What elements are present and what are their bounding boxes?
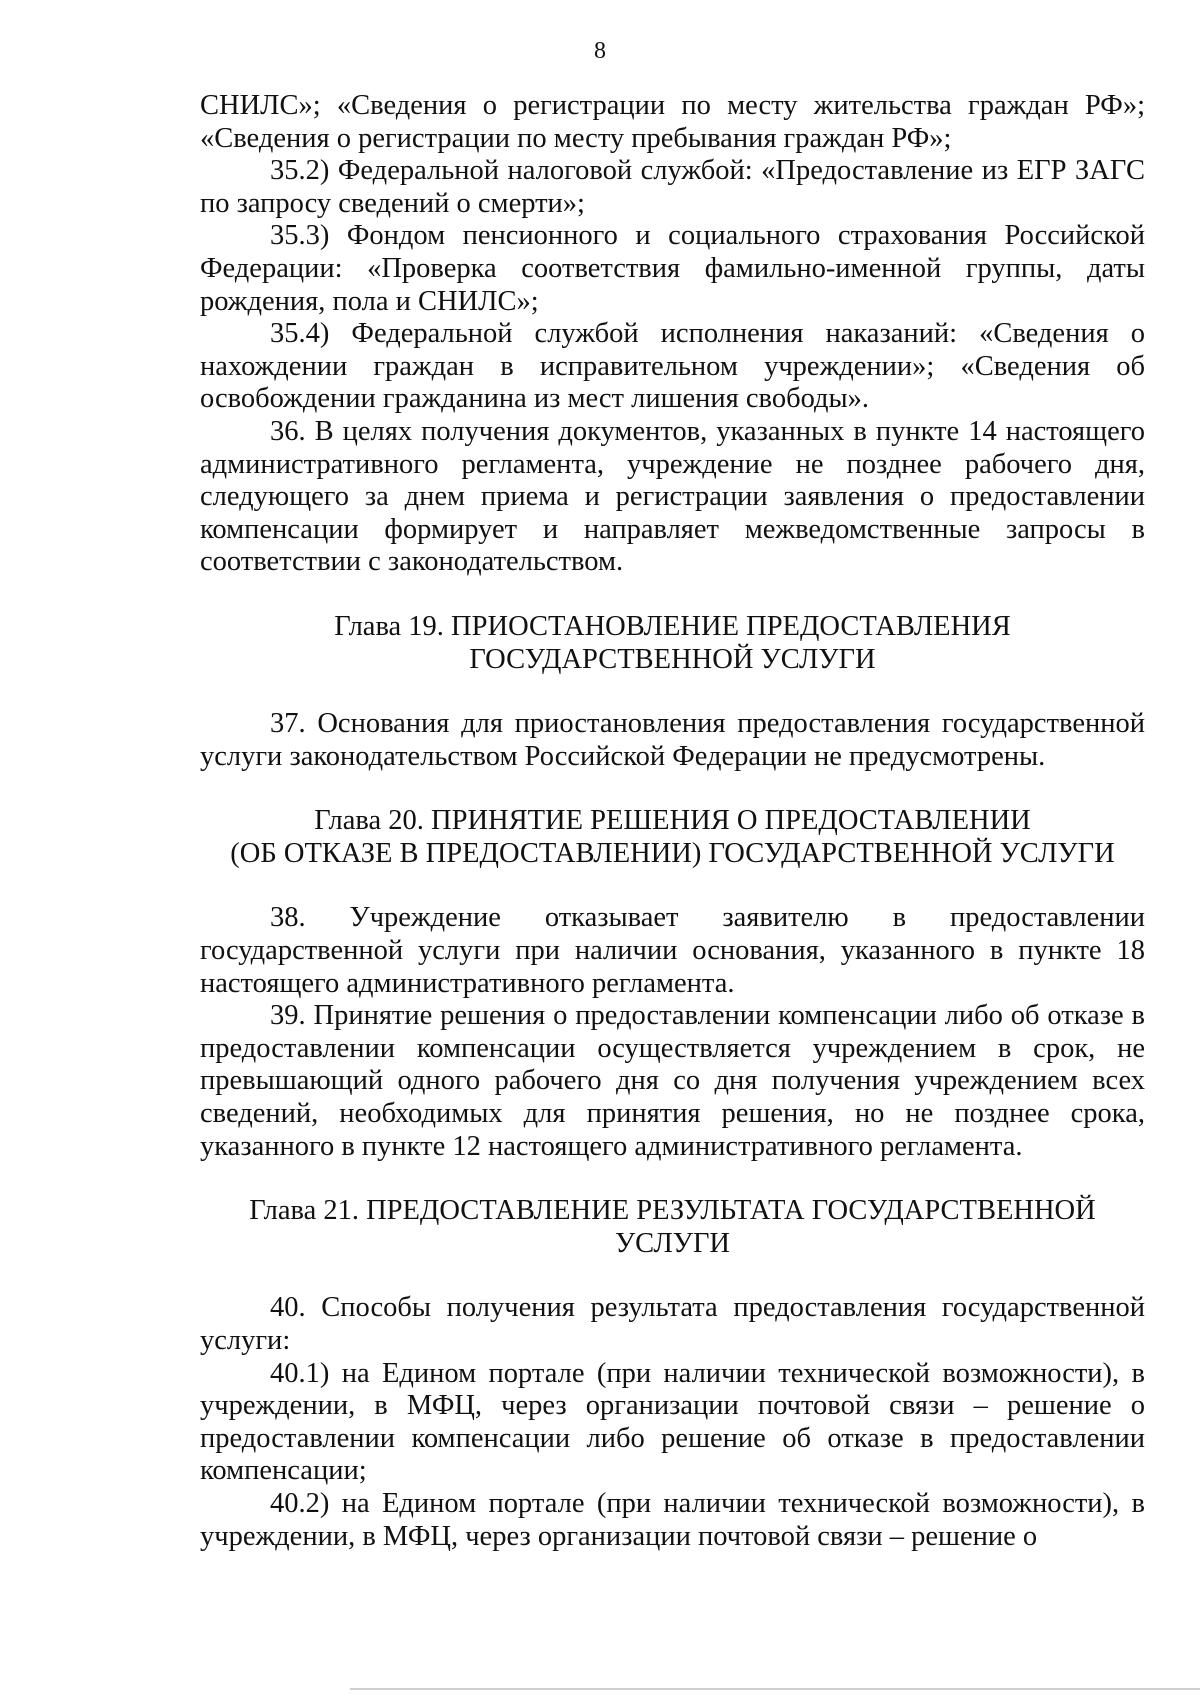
spacer	[200, 773, 1145, 805]
paragraph: СНИЛС»; «Сведения о регистрации по месту жительства граждан РФ»; «Сведения о регистрации по месту пребывания граждан РФ»;	[200, 90, 1145, 154]
chapter-heading-line: Глава 21. ПРЕДОСТАВЛЕНИЕ РЕЗУЛЬТАТА ГОСУДАРСТВЕННОЙ	[249, 1195, 1096, 1227]
spacer	[200, 1260, 1145, 1292]
paragraph: 35.4) Федеральной службой исполнения наказаний: «Сведения о нахождении граждан в исправительном учреждении»; «Сведения об освобождении гражданина из мест лишения свободы».	[200, 318, 1145, 415]
chapter-heading-line: ГОСУДАРСТВЕННОЙ УСЛУГИ	[469, 643, 876, 675]
paragraph: 36. В целях получения документов, указанных в пункте 14 настоящего административного регламента, учреждение не позднее рабочего дня, следующего за днем приема и регистрации заявления о предоставлении компенсации формирует и направляет межведомственные запросы в соответствии с законодательством.	[200, 415, 1145, 578]
chapter-heading	[200, 611, 1145, 676]
chapter-heading-line: Глава 19. ПРИОСТАНОВЛЕНИЕ ПРЕДОСТАВЛЕНИЯ	[334, 610, 1011, 642]
spacer	[200, 1163, 1145, 1195]
chapter-heading-line: УСЛУГИ	[614, 1227, 731, 1259]
chapter-heading	[200, 805, 1145, 870]
spacer	[200, 579, 1145, 611]
paragraph: 40.2) на Едином портале (при наличии технической возможности), в учреждении, в МФЦ, через организации почтовой связи – решение о	[200, 1487, 1145, 1552]
document-body	[200, 90, 1145, 1553]
paragraph: 35.3) Фондом пенсионного и социального страхования Российской Федерации: «Проверка соответствия фамильно-именной группы, даты рождения, пола и СНИЛС»;	[200, 220, 1145, 317]
chapter-heading	[200, 1195, 1145, 1260]
chapter-heading-line: (ОБ ОТКАЗЕ В ПРЕДОСТАВЛЕНИИ) ГОСУДАРСТВЕННОЙ УСЛУГИ	[230, 837, 1115, 869]
paragraph: 38. Учреждение отказывает заявителю в предоставлении государственной услуги при наличии основания, указанного в пункте 18 настоящего административного регламента.	[200, 902, 1145, 999]
chapter-heading-line: Глава 20. ПРИНЯТИЕ РЕШЕНИЯ О ПРЕДОСТАВЛЕНИИ	[314, 805, 1031, 837]
scan-edge-line	[350, 1688, 1200, 1690]
page-number: 8	[594, 38, 606, 64]
paragraph: 40. Способы получения результата предоставления государственной услуги:	[200, 1292, 1145, 1356]
paragraph: 40.1) на Едином портале (при наличии технической возможности), в учреждении, в МФЦ, через организации почтовой связи – решение о предоставлении компенсации либо решение об отказе в предоставлении компенсации;	[200, 1357, 1145, 1487]
paragraph: 37. Основания для приостановления предоставления государственной услуги законодательством Российской Федерации не предусмотрены.	[200, 708, 1145, 772]
paragraph: 35.2) Федеральной налоговой службой: «Предоставление из ЕГР ЗАГС по запросу сведений о смерти»;	[200, 155, 1145, 219]
paragraph: 39. Принятие решения о предоставлении компенсации либо об отказе в предоставлении компенсации осуществляется учреждением в срок, не превышающий одного рабочего дня со дня получения учреждением всех сведений, необходимых для принятия решения, но не позднее срока, указанного в пункте 12 настоящего административного регламента.	[200, 1000, 1145, 1162]
spacer	[200, 870, 1145, 902]
spacer	[200, 676, 1145, 708]
